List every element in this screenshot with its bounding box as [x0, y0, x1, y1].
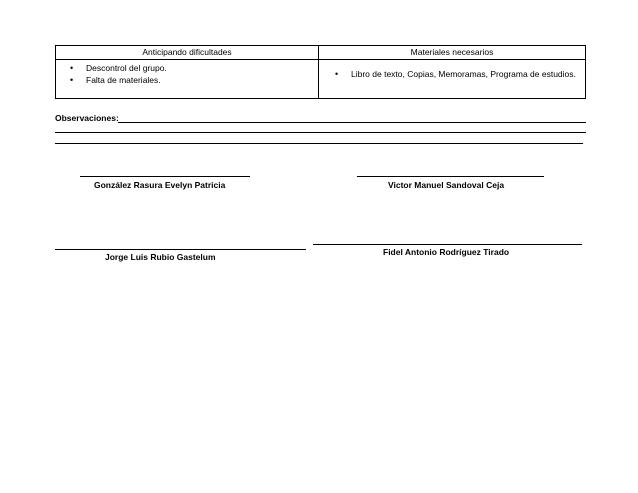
- signature-line-1: [80, 176, 250, 177]
- list-item: • Libro de texto, Copias, Memoramas, Programa de estudios.: [335, 68, 581, 80]
- signature-name-3: Jorge Luis Rubio Gastelum: [105, 252, 216, 262]
- list-item: • Falta de materiales.: [70, 74, 167, 86]
- observations-label: Observaciones:: [55, 113, 119, 123]
- observations-line-1: [118, 122, 586, 123]
- observations-line-2: [55, 132, 586, 133]
- difficulties-list: [70, 62, 167, 86]
- signature-name-2: Victor Manuel Sandoval Ceja: [388, 180, 505, 190]
- signature-name-4: Fidel Antonio Rodríguez Tirado: [383, 247, 510, 257]
- signature-name-1: González Rasura Evelyn Patricia: [94, 180, 226, 190]
- materials-list: [335, 68, 581, 80]
- header-needed-materials: Materiales necesarios: [410, 47, 494, 57]
- planning-table: [55, 45, 586, 99]
- signature-line-3: [55, 249, 306, 250]
- header-anticipating-difficulties: Anticipando dificultades: [142, 47, 232, 57]
- observations-line-3: [55, 143, 583, 144]
- signature-line-4: [313, 244, 582, 245]
- list-item: • Descontrol del grupo.: [70, 62, 167, 74]
- signature-line-2: [357, 176, 544, 177]
